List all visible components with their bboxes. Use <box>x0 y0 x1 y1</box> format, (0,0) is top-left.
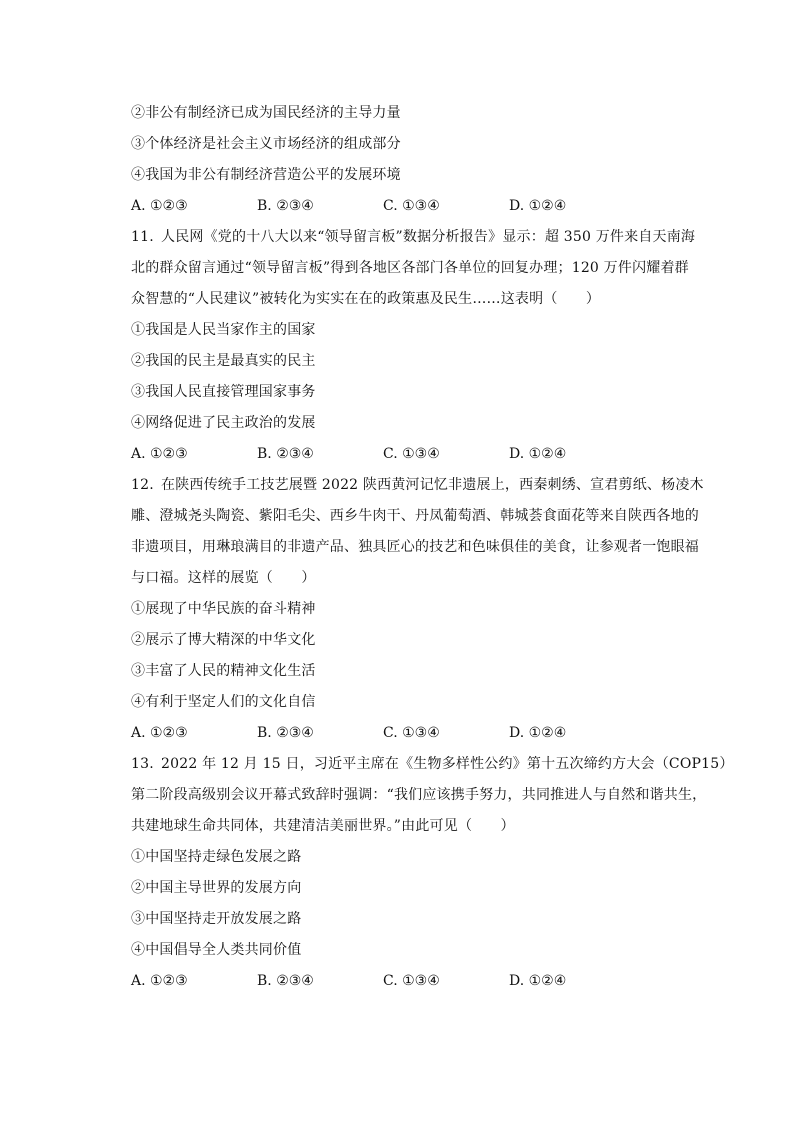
option-line: ②我国的民主是最真实的民主 <box>131 353 316 369</box>
answer-choices <box>131 191 691 222</box>
choice-b: B. ②③④ <box>257 725 314 741</box>
choice-d: D. ①②④ <box>509 198 567 214</box>
choice-d: D. ①②④ <box>509 973 567 989</box>
choice-c: C. ①③④ <box>383 973 440 989</box>
choice-d: D. ①②④ <box>509 725 567 741</box>
question-stem-line: 共建地球生命共同体，共建清洁美丽世界。”由此可见（ ） <box>131 818 515 834</box>
option-line: ②非公有制经济已成为国民经济的主导力量 <box>131 105 401 121</box>
answer-choices <box>131 439 691 470</box>
question-stem-line: 众智慧的“人民建议”被转化为实实在在的政策惠及民生……这表明（ ） <box>131 291 601 307</box>
question-stem-line <box>131 222 696 253</box>
question-stem-line: 与口福。这样的展览（ ） <box>131 570 316 586</box>
stem-text: 人民网《党的十八大以来“领导留言板”数据分析报告》显示：超 350 万件来自天南海 <box>161 229 696 245</box>
choice-b: B. ②③④ <box>257 973 314 989</box>
question-stem-line: 雕、澄城尧头陶瓷、紫阳毛尖、西乡牛肉干、丹凤葡萄酒、韩城荟食面花等来自陕西各地的 <box>131 508 699 524</box>
option-line: ③个体经济是社会主义市场经济的组成部分 <box>131 136 401 152</box>
choice-b: B. ②③④ <box>257 446 314 462</box>
stem-text: 在陕西传统手工技艺展暨 2022 陕西黄河记忆非遗展上，西秦刺绣、宣君剪纸、杨凌木 <box>161 477 704 493</box>
choice-c: C. ①③④ <box>383 446 440 462</box>
choice-a: A. ①②③ <box>131 446 188 462</box>
option-line: ④我国为非公有制经济营造公平的发展环境 <box>131 167 401 183</box>
question-stem-line: 非遗项目，用琳琅满目的非遗产品、独具匠心的技艺和色味俱佳的美食，让参观者一饱眼福 <box>131 539 699 555</box>
option-line: ③中国坚持走开放发展之路 <box>131 911 302 927</box>
question-number: 12. <box>131 477 154 493</box>
option-line: ②中国主导世界的发展方向 <box>131 880 302 896</box>
question-stem-line: 北的群众留言通过“领导留言板”得到各地区各部门各单位的回复办理；120 万件闪耀着群 <box>131 260 689 276</box>
option-line: ①我国是人民当家作主的国家 <box>131 322 316 338</box>
choice-d: D. ①②④ <box>509 446 567 462</box>
question-stem-line: 第二阶段高级别会议开幕式致辞时强调：“我们应该携手努力，共同推进人与自然和谐共生， <box>131 787 707 803</box>
choice-b: B. ②③④ <box>257 198 314 214</box>
option-line: ②展示了博大精深的中华文化 <box>131 632 316 648</box>
option-line: ③我国人民直接管理国家事务 <box>131 384 316 400</box>
question-number: 13. <box>131 756 154 772</box>
question-13 <box>131 749 734 997</box>
choice-a: A. ①②③ <box>131 973 188 989</box>
question-stem-line <box>131 749 734 780</box>
option-line: ④网络促进了民主政治的发展 <box>131 415 316 431</box>
question-12 <box>131 470 704 749</box>
page-content <box>131 98 734 997</box>
choice-a: A. ①②③ <box>131 198 188 214</box>
choice-a: A. ①②③ <box>131 725 188 741</box>
question-number: 11. <box>131 229 154 245</box>
stem-text: 2022 年 12 月 15 日，习近平主席在《生物多样性公约》第十五次缔约方大会（COP15） <box>161 756 734 772</box>
question-stem-line <box>131 470 704 501</box>
question-10 <box>131 98 691 222</box>
answer-choices <box>131 966 691 997</box>
choice-c: C. ①③④ <box>383 198 440 214</box>
answer-choices <box>131 718 691 749</box>
choice-c: C. ①③④ <box>383 725 440 741</box>
option-line: ④有利于坚定人们的文化自信 <box>131 694 316 710</box>
option-line: ④中国倡导全人类共同价值 <box>131 942 302 958</box>
option-line: ①展现了中华民族的奋斗精神 <box>131 601 316 617</box>
option-line: ③丰富了人民的精神文化生活 <box>131 663 316 679</box>
option-line: ①中国坚持走绿色发展之路 <box>131 849 302 865</box>
question-11 <box>131 222 696 470</box>
